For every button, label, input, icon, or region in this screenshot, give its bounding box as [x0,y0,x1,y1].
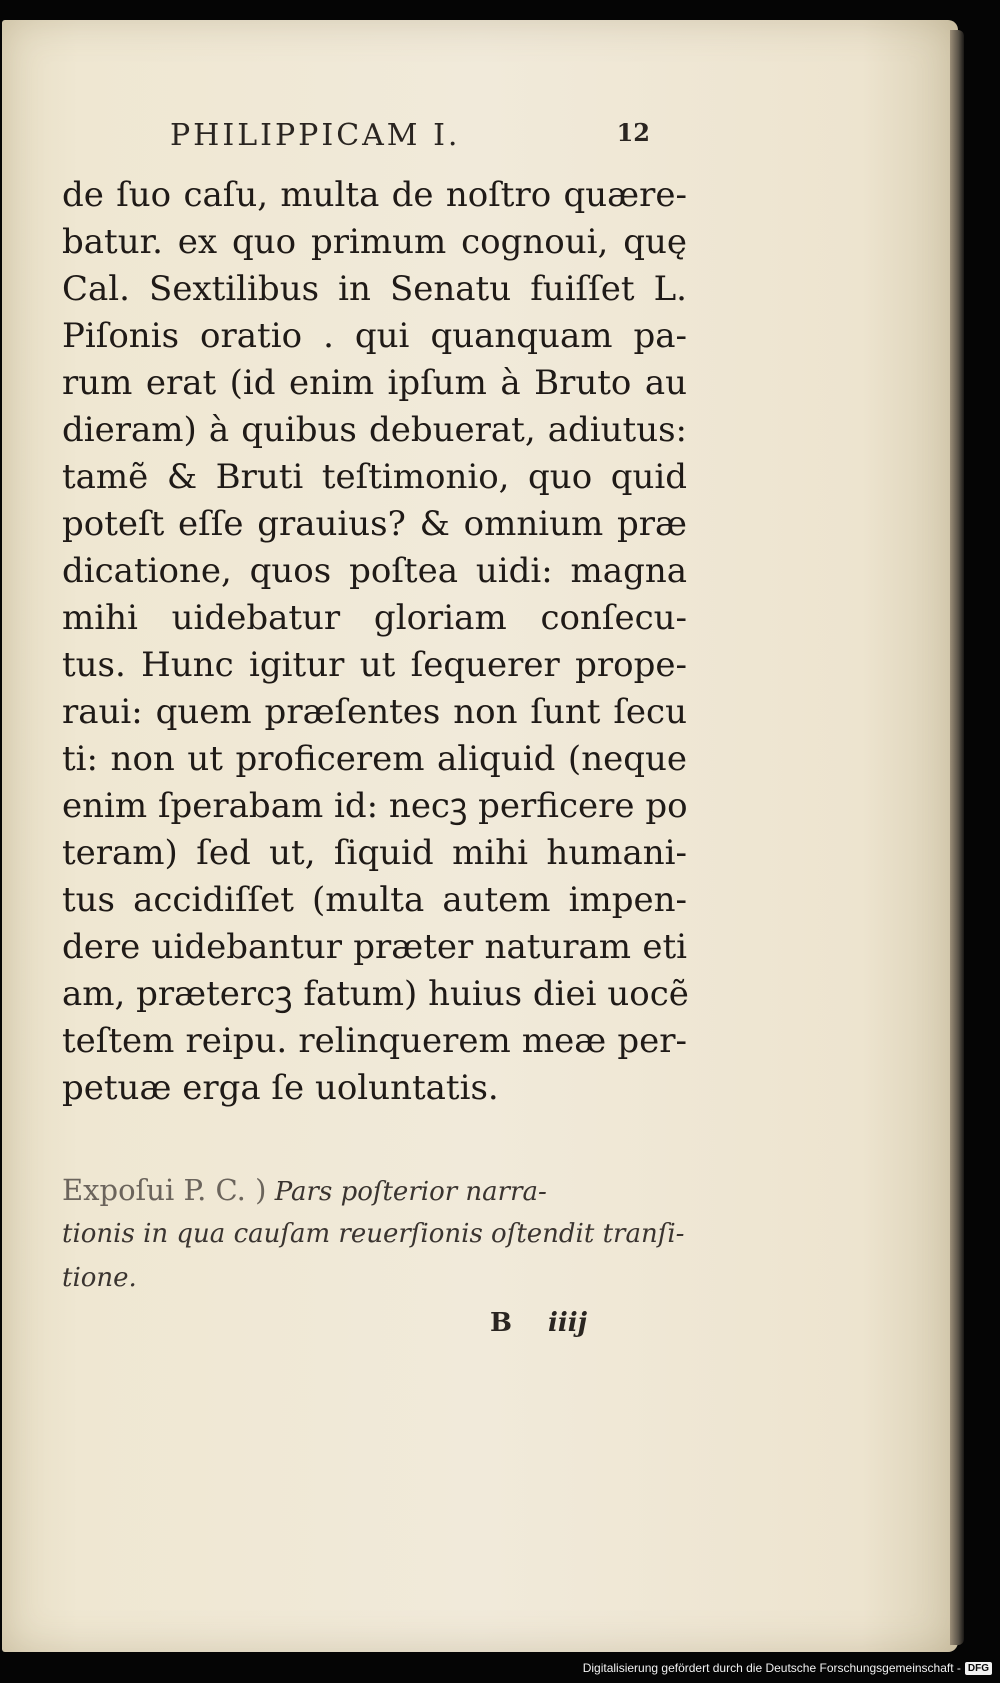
text-line: tamẽ & Bruti teſtimonio, quo quid [62,457,687,497]
digitization-credit [583,1657,992,1679]
commentary-block [62,1168,702,1300]
text-line: Cal. Sextilibus in Senatu fuiſſet L. [62,269,687,309]
text-line: tus accidiſſet (multa autem impen- [62,880,687,920]
text-line: dieram) à quibus debuerat, adiutus: [62,410,687,450]
commentary-line: tionis in qua cauſam reuerſionis oſtendit tranſi- [62,1219,685,1249]
text-line: teram) ſed ut, ſiquid mihi humani- [62,833,687,873]
folio-number: 12 [616,118,650,147]
text-line: poteſt eſſe grauius? & omnium præ [62,504,687,544]
signature-mark [490,1308,690,1348]
text-line: ti: non ut proficerem aliquid (neque [62,739,687,779]
text-line: Piſonis oratio . qui quanquam pa- [62,316,687,356]
text-line: enim ſperabam id: necꝫ perficere po [62,786,688,826]
running-title: PHILIPPICAM I. [170,118,461,153]
text-line: tus. Hunc igitur ut ſequerer prope- [62,645,687,685]
text-line: dere uidebantur præter naturam eti [62,927,687,967]
text-line: petuæ erga ſe uoluntatis. [62,1068,499,1108]
text-line: rum erat (id enim ipſum à Bruto au [62,363,687,403]
signature-letter: B [490,1308,512,1338]
commentary-line: tione. [62,1263,137,1293]
text-line: teſtem reipu. relinquerem meæ per- [62,1021,687,1061]
main-text-block [62,172,687,1112]
text-line: mihi uidebatur gloriam conſecu- [62,598,687,638]
commentary-lemma: Expoſui P. C. ) [62,1173,267,1207]
text-line: am, prætercꝫ fatum) huius diei uocẽ [62,974,689,1014]
page-edge [950,30,964,1645]
page-header [170,118,660,158]
commentary-gloss: Pars poſterior narra- [274,1177,547,1207]
text-line: de ſuo caſu, multa de noſtro quære- [62,175,687,215]
text-line: batur. ex quo primum cognoui, quę [62,222,687,262]
dfg-logo: DFG [965,1662,992,1675]
signature-number: iiij [548,1308,588,1338]
text-line: dicatione, quos poſtea uidi: magna [62,551,687,591]
commentary-line [62,1168,702,1212]
text-line: raui: quem præſentes non ſunt ſecu [62,692,687,732]
credit-text: Digitalisierung gefördert durch die Deutsche Forschungsgemeinschaft - [582,1661,961,1675]
